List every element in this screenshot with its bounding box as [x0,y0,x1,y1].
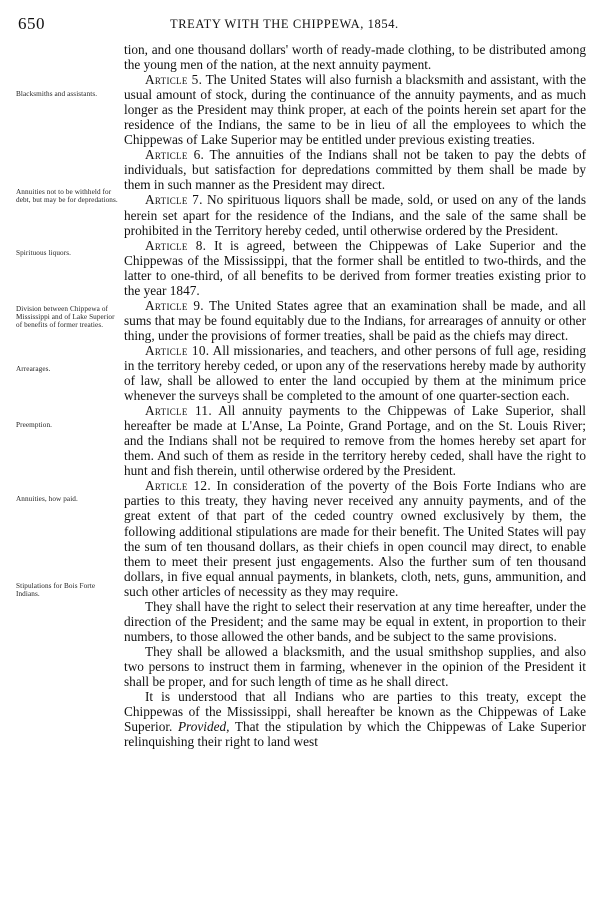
treaty-text [124,42,586,749]
page-number: 650 [18,14,45,33]
article-5 [124,72,586,147]
article-10 [124,343,586,403]
article-6 [124,147,586,192]
margin-note-division: Division between Chippewa of Mississippi and of Lake Superior of benefits of former treaties. [16,305,115,330]
article-text: The annuities of the Indians shall not be taken to pay the debts of individuals, but satisfaction for depredations committed by them shall be made by them in such manner as the President may direct. [124,147,587,193]
margin-note-bois-forte: Stipulations for Bois Forte Indians. [16,582,96,599]
margin-note-preemption: Preemption. [16,421,53,429]
paragraph-tail: That the stipulation by which the Chippewas of Lake Superior relinquishing their right to land west [124,719,586,750]
article-7 [124,192,586,237]
paragraph-text: They shall be allowed a blacksmith, and the usual smithshop supplies, and also two persons to instruct them in farming, whenever in the opinion of the President it shall be proper, and for such length of time as he shall direct. [124,643,586,689]
article-text: No spirituous liquors shall be made, sold, or used on any of the lands herein set apart for the residence of the Indians, and the sale of the same shall be prohibited in the Territory hereby ceded, until otherwise ordered by the President. [124,192,586,238]
article-text: All missionaries, and teachers, and other persons of full age, residing in the territory hereby ceded, or upon any of the reservations hereby made by authority of law, shall be allowed to enter the land occupied by them at the minimum price whenever the surveys shall be completed to the amount of one quarter-section each. [124,342,586,404]
margin-note-annuities-debt: Annuities not to be withheld for debt, but may be for depredations. [16,188,118,205]
article-text: All annuity payments to the Chippewas of Lake Superior, shall hereafter be made at L'Anse, La Pointe, Grand Portage, and on the St. Louis River; and the Indians shall not be required to remove from the homes hereby set apart for them. And such of them as reside in the territory hereby ceded, shall have the right to hunt and fish therein, until otherwise ordered by the President. [124,403,587,479]
paragraph-blacksmith [124,644,586,689]
article-heading: Article 7. [145,192,203,208]
paragraph-reservation [124,599,586,644]
article-text: In consideration of the poverty of the Bois Forte Indians who are parties to this treaty, they having never received any annuity payments, and of the great extent of that part of the ceded country owned exclusively by them, the following additional stipulations are made for their benefit. The United States will pay the sum of ten thousand dollars, as their chiefs in open council may direct, to enable them to meet their present just engagements. Also the further sum of ten thousand dollars, in five equal annual payments, in blankets, cloth, nets, guns, ammunition, and such other articles of necessity as they may require. [124,478,586,599]
article-text: The United States agree that an examination shall be made, and all sums that may be found equitably due to the Indians, for arrearages of annuity or other thing, under the provisions of former treaties, shall be paid as the chiefs may direct. [124,297,586,343]
paragraph-text: They shall have the right to select their reservation at any time hereafter, under the direction of the President; and the same may be equal in extent, in proportion to their numbers, to those allowed the other bands, and be subject to the same provisions. [124,598,586,644]
margin-notes [16,0,120,903]
paragraph-text: It is understood that all Indians who are parties to this treaty, except the Chippewas of the Mississippi, shall hereafter be known as the Chippewas of Lake Superior. [124,689,586,735]
article-8 [124,238,586,298]
article-text: The United States will also furnish a blacksmith and assistant, with the usual amount of stock, during the continuance of the annuity payments, and as much longer as the President may think proper, at each of the points herein set apart for the residence of the Indians, the same to be in lieu of all the employees to which the Chippewas of Lake Superior may be entitled under previous existing treaties. [124,72,586,148]
paragraph-understood [124,689,586,749]
article-heading: Article 10. [145,342,210,358]
margin-note-spirituous-liquors: Spirituous liquors. [16,249,72,257]
article-heading: Article 12. [145,478,212,494]
article-11 [124,403,586,478]
margin-note-arrearages: Arrearages. [16,365,51,373]
article-heading: Article 8. [145,237,207,253]
article-text: It is agreed, between the Chippewas of Lake Superior and the Chippewas of the Mississippi, that the former shall be entitled to two-thirds, and the latter to one-third, of all benefits to be derived from former treaties existing prior to the year 1847. [124,237,586,298]
article-heading: Article 6. [145,147,205,163]
article-heading: Article 11. [145,403,212,419]
paragraph-continuation [124,42,586,72]
article-9 [124,298,586,343]
article-12 [124,478,586,598]
article-heading: Article 5. [145,72,203,88]
article-heading: Article 9. [145,297,204,313]
margin-note-blacksmiths: Blacksmiths and assistants. [16,90,98,98]
margin-note-annuities-paid: Annuities, how paid. [16,495,78,503]
provided-italic: Provided, [177,719,230,735]
running-title: TREATY WITH THE CHIPPEWA, 1854. [170,17,399,31]
paragraph-text: tion, and one thousand dollars' worth of ready-made clothing, to be distributed among the young men of the nation, at the next annuity payment. [124,42,586,73]
